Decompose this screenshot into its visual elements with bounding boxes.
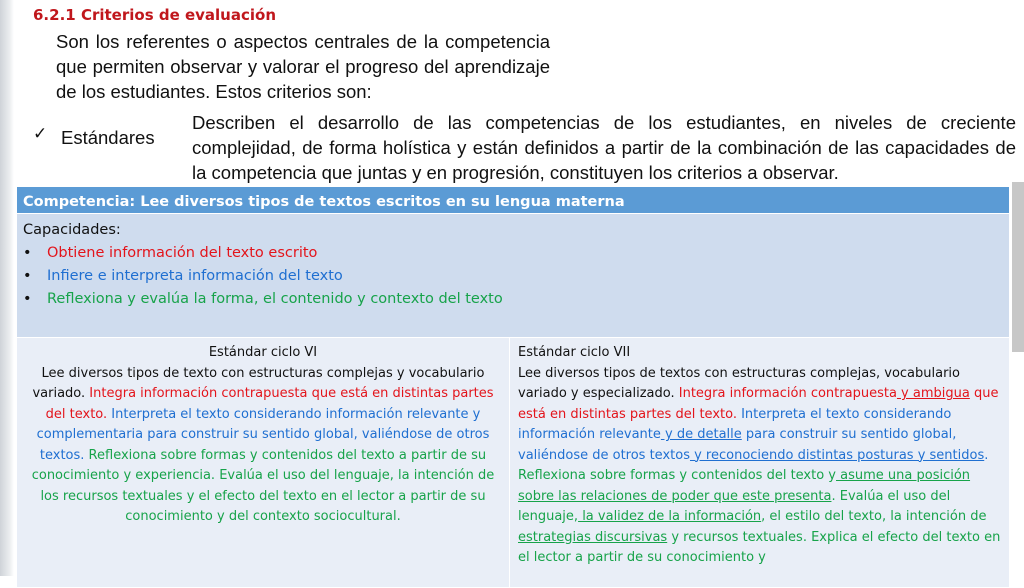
bullet-icon: • (23, 245, 32, 261)
bullet-icon: • (23, 291, 32, 307)
check-icon: ✓ (33, 124, 48, 144)
cycle-vi-text: Lee diversos tipos de texto con estructuras complejas y vocabulario variado. Integra información contrapuesta que está en distintas partes del texto. Interpreta el texto considerando información relevante y complementaria para construir su sentido global, valiéndose de otros textos. Reflexiona sobre formas y contenidos del texto a partir de su conocimiento y experiencia. Evalúa el uso del lenguaje, la intención de los recursos textuales y el efecto del texto en el lector a partir de su conocimiento y del contexto sociocultural. (31, 365, 495, 524)
intro-paragraph: Son los referentes o aspectos centrales de la competencia que permiten observar y valorar el progreso del aprendizaje de los estudiantes. Estos criterios son: (56, 31, 550, 102)
section-number: 6.2.1 (33, 6, 76, 24)
capacities-row (17, 214, 1010, 338)
right-decorative-bar (1012, 182, 1024, 352)
table-header-row (17, 187, 1010, 214)
competency-header: Competencia: Lee diversos tipos de textos escritos en su lengua materna (17, 187, 1010, 214)
standard-cycle-vi-cell (17, 338, 510, 588)
standard-cycle-vii-cell (510, 338, 1010, 588)
standards-description: Describen el desarrollo de las competencias de los estudiantes, en niveles de creciente complejidad, de forma holística y están definidos a partir de la combinación de las capacidades de la competencia que juntas y en progresión, constituyen los criterios a observar. (192, 112, 1016, 183)
standards-label: Estándares (61, 127, 155, 148)
cycle-vii-title: Estándar ciclo VII (518, 345, 631, 360)
standards-row (17, 338, 1010, 588)
section-title (33, 6, 276, 24)
cycle-vii-text: Lee diversos tipos de textos con estructuras complejas, vocabulario variado y especializado. Integra información contrapuesta y ambigua que está en distintas partes del texto. Interpreta el texto considerando información relevante y de detalle para construir su sentido global, valiéndose de otros textos y reconociendo distintas posturas y sentidos. Reflexiona sobre formas y contenidos del texto y asume una posición sobre las relaciones de poder que este presenta. Evalúa el uso del lenguaje, la validez de la información, el estilo del texto, la intención de estrategias discursivas y recursos textuales. Explica el efecto del texto en el lector a partir de su conocimiento y (518, 365, 1001, 565)
capacities-label: Capacidades: (23, 222, 121, 238)
capacity-item: • Reflexiona y evalúa la forma, el contenido y contexto del texto (23, 288, 1003, 311)
capacity-item: • Obtiene información del texto escrito (23, 242, 1003, 265)
capacity-item: • Infiere e interpreta información del texto (23, 265, 1003, 288)
cycle-vi-title: Estándar ciclo VI (208, 345, 318, 360)
criteria-table (16, 186, 1010, 588)
bullet-icon: • (23, 268, 32, 284)
left-decorative-strip (0, 0, 14, 576)
capacities-cell (17, 214, 1010, 338)
capacities-list (23, 242, 1003, 311)
section-title-text: Criterios de evaluación (80, 6, 277, 24)
